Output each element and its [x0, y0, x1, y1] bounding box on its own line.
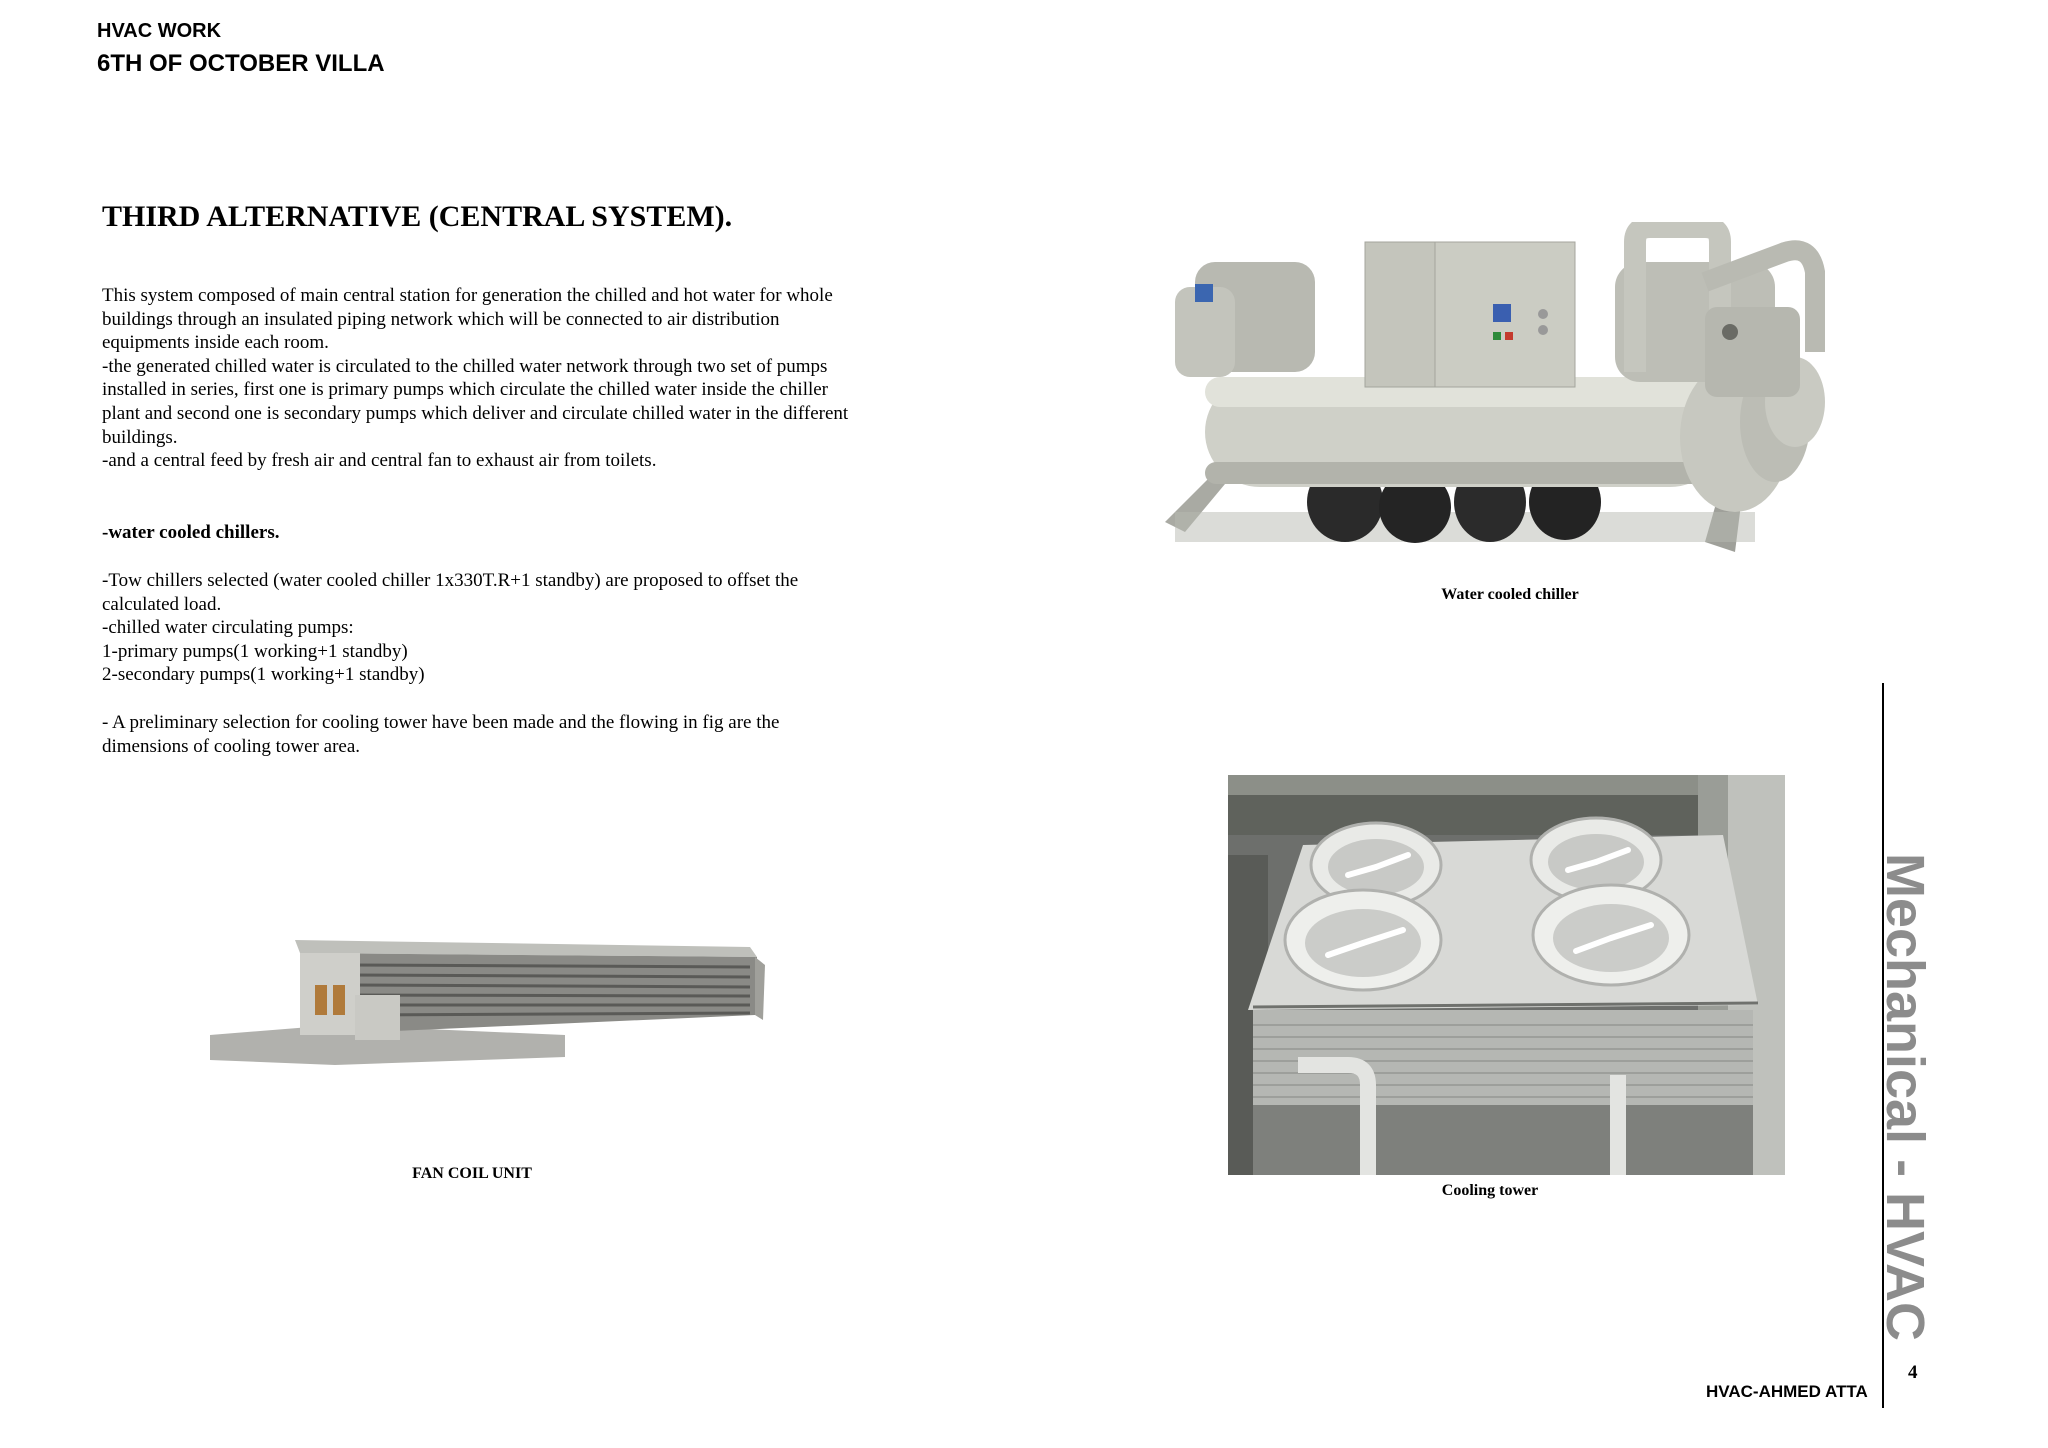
- water-cooled-chiller-image: [1145, 222, 1915, 577]
- cooling-tower-image: [1228, 775, 1785, 1175]
- header-project-name: 6TH OF OCTOBER VILLA: [97, 50, 385, 77]
- intro-paragraph: [102, 284, 932, 473]
- tower-line: dimensions of cooling tower area.: [102, 735, 361, 757]
- tower-line: - A preliminary selection for cooling tower have been made and the flowing in fig are the: [102, 712, 780, 733]
- chiller-line: -Tow chillers selected (water cooled chiller 1x330T.R+1 standby) are proposed to offset the: [102, 570, 799, 591]
- chiller-paragraph: [102, 569, 932, 687]
- intro-line: -the generated chilled water is circulated to the chilled water network through two set of pumps: [102, 355, 828, 377]
- header-project-type: HVAC WORK: [97, 20, 222, 42]
- footer-author: HVAC-AHMED ATTA: [1706, 1382, 1868, 1401]
- intro-line: equipments inside each room.: [102, 332, 329, 354]
- cooling-tower-paragraph: [102, 711, 932, 758]
- section-title: THIRD ALTERNATIVE (CENTRAL SYSTEM).: [102, 200, 733, 233]
- side-label: [1865, 852, 1945, 1341]
- chiller-line: -chilled water circulating pumps:: [102, 617, 354, 639]
- fan-coil-unit-image: [205, 925, 765, 1085]
- intro-line: This system composed of main central station for generation the chilled and hot water for whole: [102, 285, 833, 306]
- chiller-caption: Water cooled chiller: [1441, 586, 1579, 603]
- intro-line: installed in series, first one is primary pumps which circulate the chilled water inside the chiller: [102, 379, 829, 401]
- chiller-line: 2-secondary pumps(1 working+1 standby): [102, 664, 425, 686]
- intro-line: buildings.: [102, 426, 178, 448]
- chiller-line: calculated load.: [102, 593, 222, 615]
- intro-line: plant and second one is secondary pumps which deliver and circulate chilled water in the different: [102, 402, 849, 424]
- fcu-caption: FAN COIL UNIT: [412, 1165, 532, 1182]
- water-cooled-chillers-heading: -water cooled chillers.: [102, 522, 280, 543]
- page-number: 4: [1908, 1362, 1918, 1383]
- chiller-line: 1-primary pumps(1 working+1 standby): [102, 640, 408, 662]
- side-label-text: Mechanical - HVAC: [1875, 852, 1935, 1341]
- intro-line: -and a central feed by fresh air and central fan to exhaust air from toilets.: [102, 450, 657, 472]
- tower-caption: Cooling tower: [1441, 1182, 1539, 1199]
- intro-line: buildings through an insulated piping network which will be connected to air distribution: [102, 308, 780, 330]
